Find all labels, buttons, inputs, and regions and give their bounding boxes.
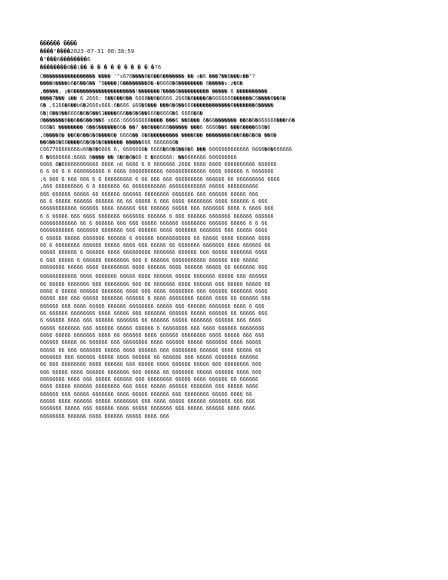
body-line: 6666 66666 6666666 6666 66 666666 6666 666666 66666666 6666 66666 666 666	[40, 333, 265, 340]
body-line: 66666 666666 6 666666 6666 666666666 6666666 666666 666 66666 6666666 6666	[40, 250, 268, 257]
body-line: 66666666666 6666666 6666666 666 666666 6666 6666666 6666666 666 66666 6666	[40, 228, 268, 235]
body-line: 66666 666 666 66666 6666666 666666 6 6666 66666666 66666 6666 66 666666 666	[40, 296, 271, 303]
body-line: ����h����b6�6��6�� "6����|6��������8�-�6666�6�������� 6�����s:z�6�	[40, 81, 243, 88]
body-line: 66 6 66666 666666 666666 66 66 66666 6 666 6666 66666666 6666 666666 6 666	[40, 198, 268, 205]
body-text	[40, 74, 408, 421]
body-line: ;6 666 6 666 666 6 6 666666666 6 66 666 666 666666666 666666 66 666666666 6666	[40, 176, 280, 183]
body-line: 666666666666 666666 6666 666666 666 666666 66666 666 6666666 6666 6 6666 666	[40, 206, 274, 213]
body-line: 666666 666 66666 6666666 6666 66666 666666 666 66666666 66666 6666 66	[40, 391, 253, 398]
body-line: 6� ,6166�6��b6�2666s666:6�666 $66�6��� ���6�6��666������������6�������6�����	[40, 103, 274, 110]
body-line: C667766666666s66�6�6666 6, 6666666� 6666�66�6��6�6 ��� 6666666666666 6666�6�666666	[40, 147, 292, 154]
body-line: 0�������6��6��6��0��6 s666:666666666���� ���6 ��6��� 6�66������� ��6�6�666666���h6�	[40, 118, 296, 125]
body-line: 666666 66666 66 666666 666 66666666 6666 666666 66666 6666666 6666 66666	[40, 340, 262, 347]
body-line: C����������������� ���� '"s6?6����6�6��6������� �� s�6 ���7��6���s��"?	[40, 74, 256, 80]
body-line: 6666 6�666666666666 6666 n6 6666 6 6 6666666 2666 6666 6666 6666666666 666666	[40, 162, 277, 169]
body-line: 666666666666 6666 6666666 66666 6666 666666 66666 6666666 66666 666 666666	[40, 274, 268, 281]
body-line: 6666 6 66666 666666 6666666 6666 666 6666 66666666 666 666666 6666666 6666	[40, 288, 268, 295]
body-line: ,666 666666666 6 6 6666666 66 66666666666 666666666666 66666 6666666666	[40, 184, 259, 191]
document-body	[40, 40, 408, 421]
body-line: 66666666 66666 6666 666666666 6666 666666 6666 666666 66666 66 6666666 666	[40, 264, 268, 271]
body-line: 66666 66 666 6666666 66666 6666 666666 666 66666666 666666 6666 66666 66	[40, 347, 262, 354]
body-line: 6 6 66666 666 6666 6666666 6666666 666666 6 666 666666 6666666 666666 666666	[40, 213, 274, 220]
body-line: 66666666 6666 666 66666 666666 666 66666666 66666 6666 666666 66 666666	[40, 377, 259, 384]
body-line: 6666 66666 666666 66666666 666 6666 66666 666666 6666666 666 66666 6666	[40, 384, 259, 391]
body-line: 66 666 66666666 6666 666666 666 66666 6666 666666 66666 666 66666666 666	[40, 362, 262, 369]
body-line: 66666 6666 666666 66666 66666666 666 6666 66666 666666 6666666 666 666	[40, 399, 256, 406]
body-line: 666666 666 6666 66666 666666 66666666 66666 666 666666 6666666 6666 6 666	[40, 303, 265, 310]
body-line: 666 666666 66666 66 666666 666666 66666666 6666666 666 666666 66666 666	[40, 191, 259, 198]
body-line: 66 666666 66666666 6666 66666 666 6666666 666666 66666 666666 66 66666 666	[40, 311, 268, 317]
body-line: 666 66666 6666 666666 6666666 666 66666 66 6666666 66666 666666 6666 666	[40, 369, 262, 376]
body-line: 6�|6��0��6666�6�6��61����666��6�6��666�6666�6 6666�6�	[40, 110, 203, 117]
body-line: 6666666 66666 666 666666 6666 66666 6666666 666 66666 666666 6666 6666	[40, 406, 256, 413]
body-line: 6 �6666666:6666 6���� �� 6�6�6�66 6 �666666: ��6666666 666666666	[40, 154, 237, 161]
body-line: ����7��� $�� 6 2666: 6��6��6�� 6666��6�6666 2666�6����6�6666666������C6����6��6�	[40, 96, 286, 103]
document-meta: �"���6��������6	[40, 57, 91, 63]
body-line: 66666666 666666 6666 666666 66666 6666 666	[40, 413, 170, 420]
document-timestamp: ����"����2023-07-31 08:38:59	[40, 49, 135, 55]
body-line: 6 666 66666 6 666666 66666666 666 6 666666 66666666666 666666 666 66666	[40, 257, 259, 264]
body-line: 6 66666 66666 6666666 666666 6 666666 66666666666 66 66666 6666 666666 6666	[40, 235, 271, 242]
body-line: 6 666666 6666 666 666666 6666666 66 666666 66666 6666666 666666 666 6666	[40, 318, 262, 325]
body-line: 66 66666 6666666 666 66666666 666 66 6666666 6666 666666 666 66666 66666 66	[40, 281, 271, 288]
body-line: 6 6 66 6 6 6666666666 6 6666 66666666666 6666666666666 6666 666666 6 6666666	[40, 169, 274, 176]
body-line: 666�6 �������� 6��6������66� ��? ��6���666������ ���6 6666��6 ���6����666�6	[40, 125, 271, 132]
body-line: 6666666 666 666666 66666 6666 666666 66 666666 666 66666 6666666 666666	[40, 355, 259, 362]
section-heading: ��������6��(�� � � � � � � � � � �?6	[40, 65, 162, 71]
body-line: 66666 6666666 666 666666 66666 666666 6 66666666 666 6666 666666 66666666	[40, 325, 265, 332]
body-line: ,�����, y�6��������������������!�������?����6���������� ����� 6 ����������	[40, 88, 268, 95]
body-line: 66 6 66666666 666666 66666 6666 666 66666 66 6666666 6666666 6666 666666 66	[40, 242, 271, 249]
body-line: ,6����6� ��6�6��6�6����6� 6666�� 6�6��������� ����6�� ��������6��6��6�6� ��6�	[40, 132, 277, 139]
body-line: ��6��6�66����66�6�6�6������ �����666 6666666�	[40, 140, 179, 147]
body-line: 666666666666 66 6 666666 666 666 66666 666666 66666666 666666 66666 6 6 66	[40, 220, 268, 227]
document-title: ������ ����	[40, 41, 78, 47]
